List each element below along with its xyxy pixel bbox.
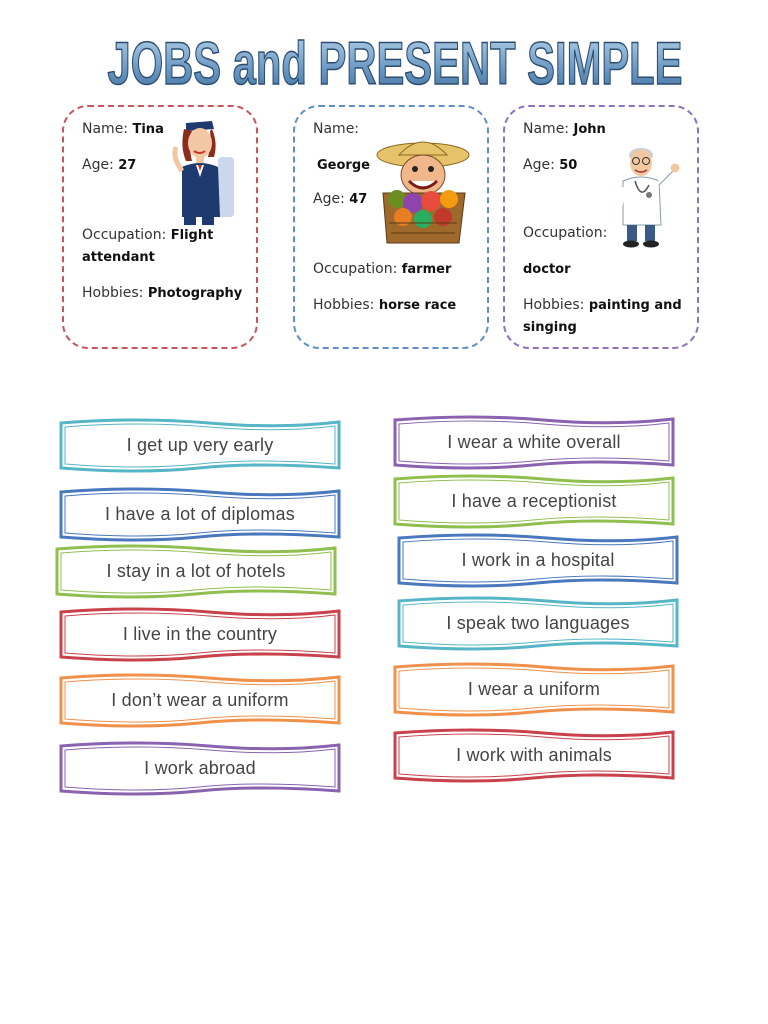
hobbies-value: painting and	[588, 298, 682, 313]
sentence-strip	[393, 728, 675, 782]
age-value: 47	[349, 192, 368, 207]
sentence-strip	[397, 596, 679, 650]
occupation-label: Occupation:	[313, 261, 398, 277]
strip-text: I wear a white overall	[447, 431, 621, 452]
page-title	[100, 20, 690, 100]
strip-text: I work abroad	[144, 757, 256, 778]
profile-card-john	[503, 105, 699, 349]
sentence-strip	[59, 418, 341, 472]
strip-text: I work in a hospital	[461, 549, 615, 570]
hobbies-label: Hobbies:	[82, 285, 144, 301]
profile-card-george	[293, 105, 489, 349]
strip-text: I don’t wear a uniform	[111, 689, 289, 710]
sentence-strip	[397, 533, 679, 587]
strip-text: I live in the country	[122, 623, 278, 644]
strip-text: I have a lot of diplomas	[105, 503, 295, 524]
sentence-strip	[393, 474, 675, 528]
hobbies-value-line2: singing	[523, 320, 577, 335]
occupation-value: Flight	[170, 228, 214, 243]
hobbies-label: Hobbies:	[313, 297, 375, 313]
sentence-strip	[393, 662, 675, 716]
hobbies-value: horse race	[378, 298, 457, 313]
strip-text: I have a receptionist	[451, 490, 617, 511]
sentence-strip	[59, 673, 341, 727]
sentence-strip	[393, 415, 675, 469]
occupation-label: Occupation:	[82, 227, 167, 243]
sentence-strip	[59, 607, 341, 661]
strip-text: I stay in a lot of hotels	[106, 560, 286, 581]
age-value: 50	[559, 158, 578, 173]
age-label: Age:	[82, 157, 114, 173]
age-value: 27	[118, 158, 137, 173]
strip-text: I work with animals	[456, 744, 612, 765]
age-label: Age:	[313, 191, 345, 207]
hobbies-value: Photography	[147, 286, 243, 301]
farmer-icon	[373, 133, 473, 247]
occupation-value-line2: attendant	[82, 250, 155, 265]
name-value: George	[317, 158, 370, 173]
name-label: Name:	[313, 121, 360, 137]
profile-card-tina	[62, 105, 258, 349]
occupation-value: doctor	[523, 262, 571, 277]
strip-text: I speak two languages	[446, 612, 630, 633]
doctor-icon	[613, 141, 683, 251]
strip-text: I get up very early	[126, 434, 274, 455]
age-label: Age:	[523, 157, 555, 173]
flight-attendant-icon	[172, 117, 236, 227]
hobbies-label: Hobbies:	[523, 297, 585, 313]
sentence-strip	[59, 487, 341, 541]
name-value: Tina	[132, 122, 164, 137]
occupation-value: farmer	[401, 262, 452, 277]
sentence-strip	[59, 741, 341, 795]
name-value: John	[573, 122, 606, 137]
name-label: Name:	[82, 121, 129, 137]
page-title-text: JOBS and PRESENT SIMPLE	[107, 30, 683, 97]
sentence-strip	[55, 544, 337, 598]
strip-text: I wear a uniform	[467, 678, 601, 699]
occupation-label: Occupation:	[523, 225, 608, 241]
name-label: Name:	[523, 121, 570, 137]
